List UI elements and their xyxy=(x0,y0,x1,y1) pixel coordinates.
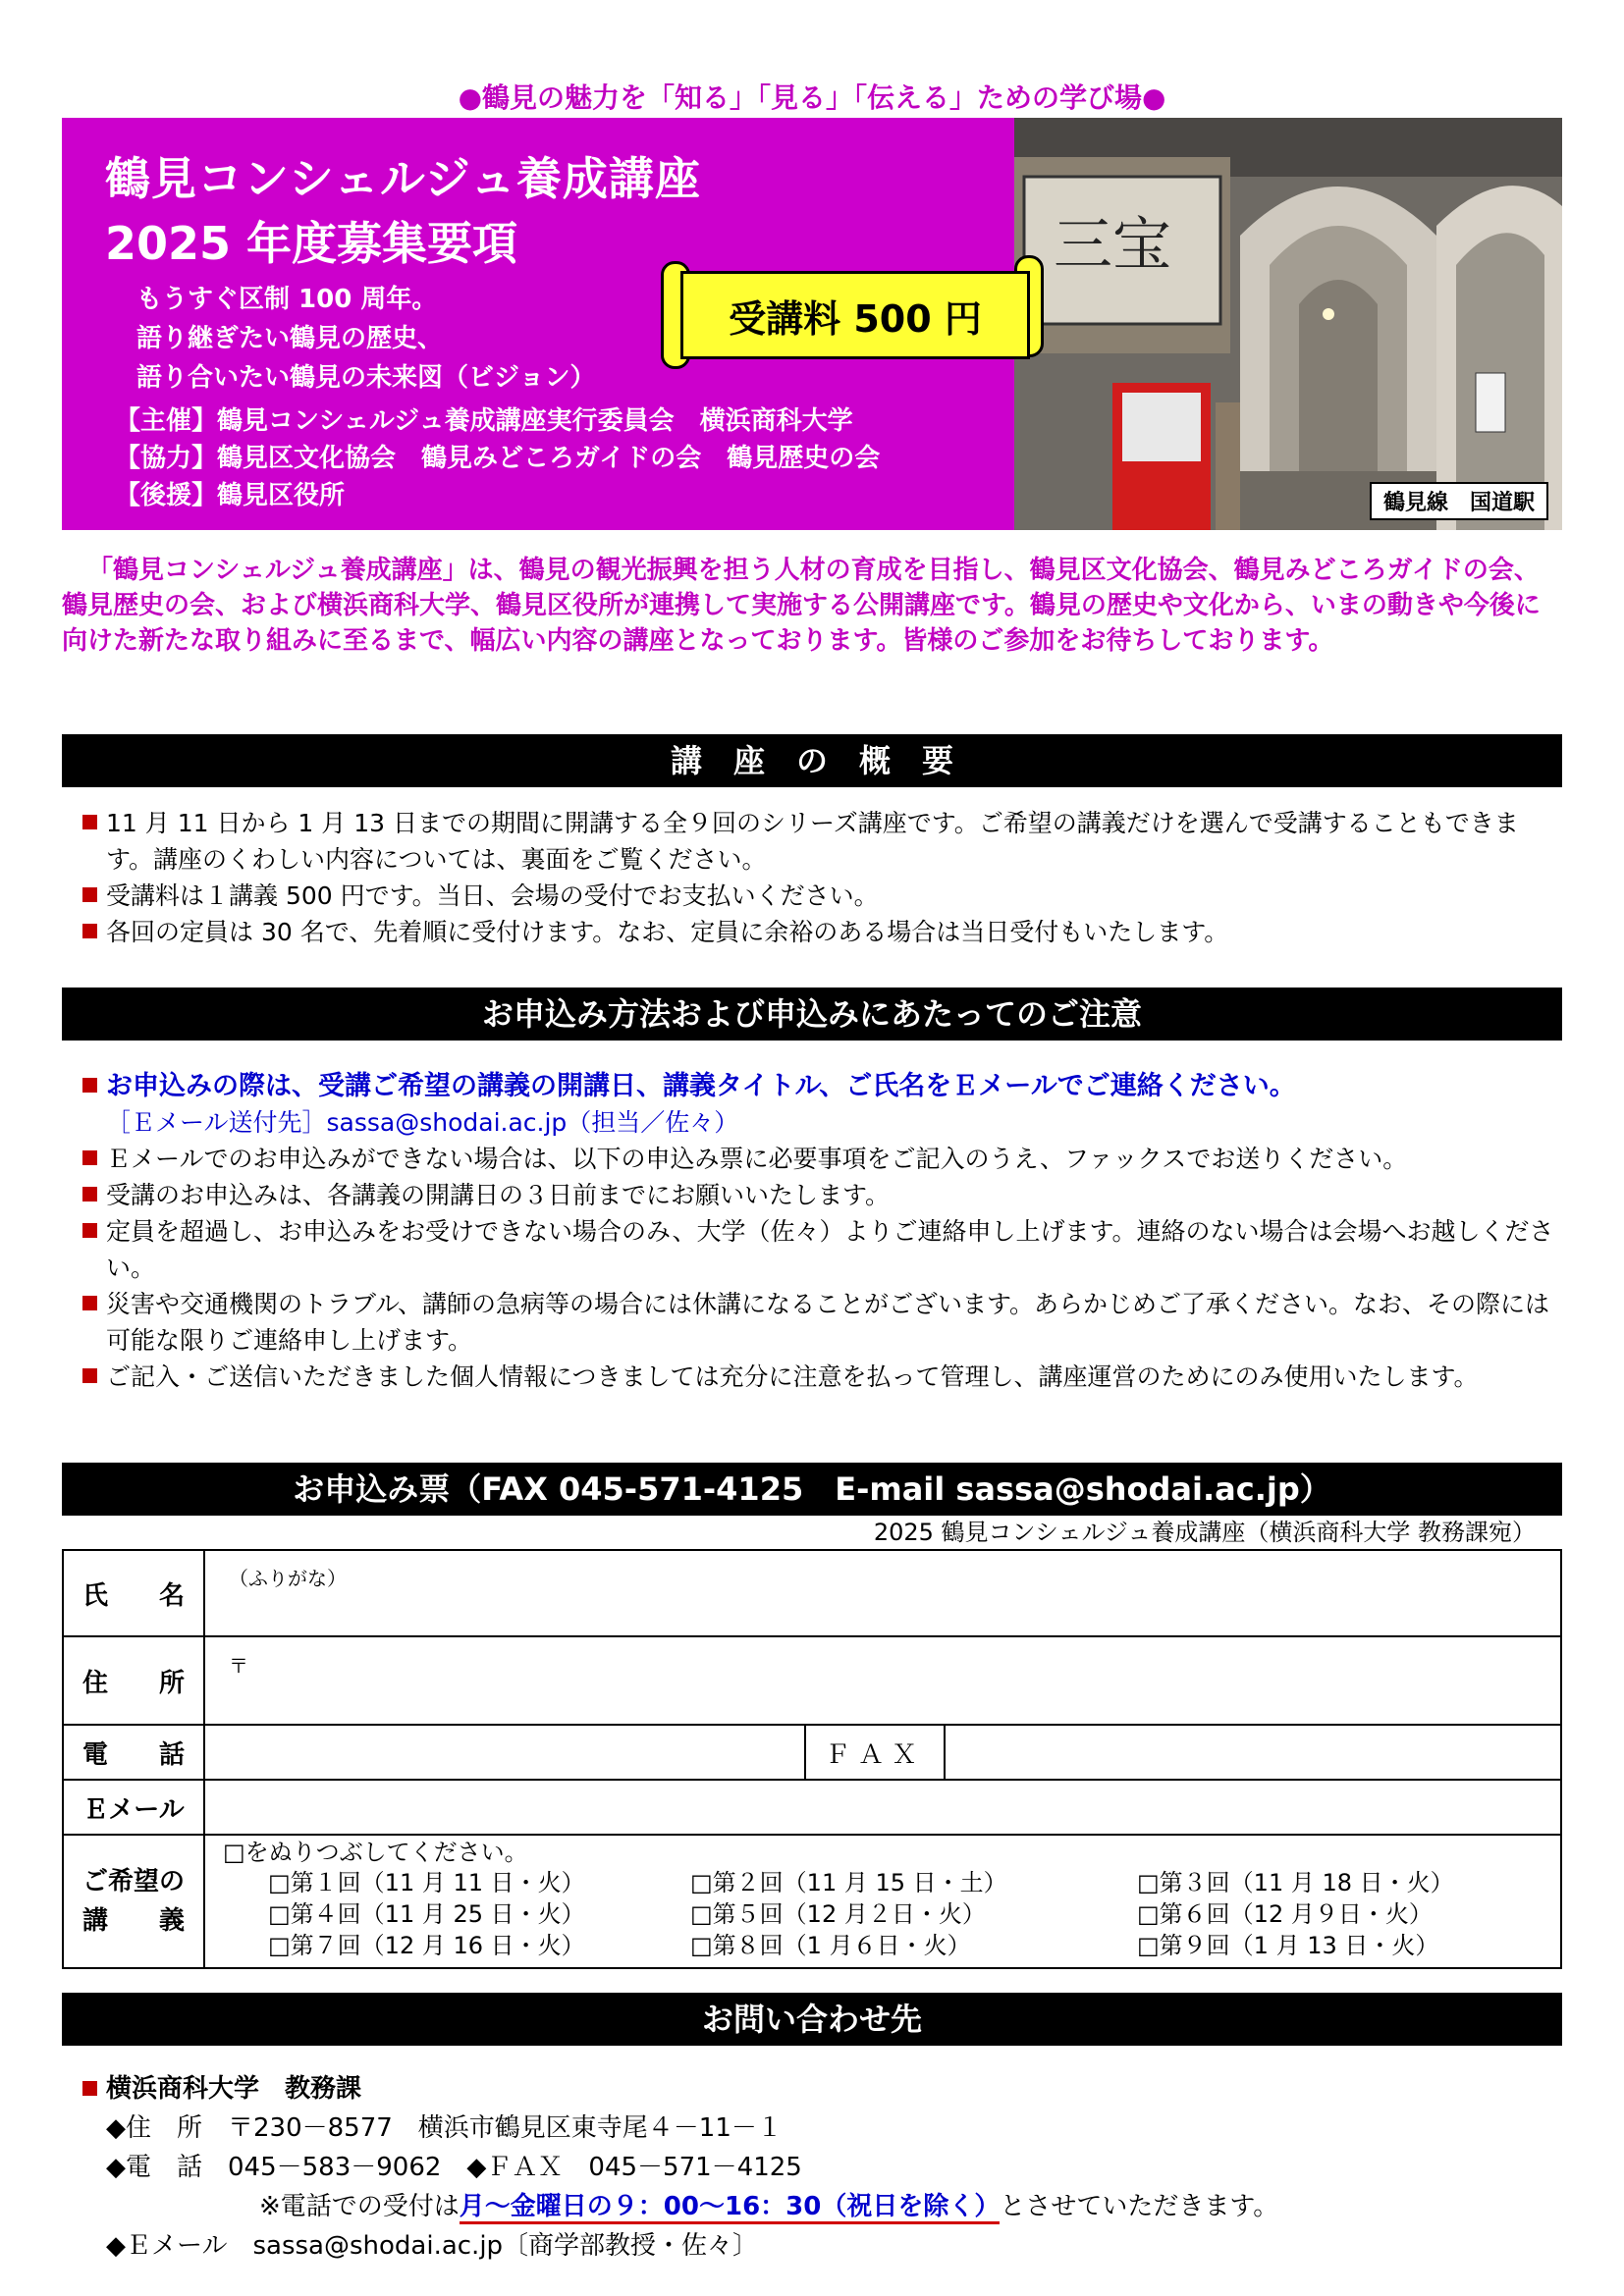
application-form xyxy=(62,1549,1562,1969)
contact-info xyxy=(82,2069,1555,2266)
form-note: 2025 鶴見コンシェルジュ養成講座（横浜商科大学 教務課宛） xyxy=(873,1519,1536,1546)
course-checkbox-6[interactable]: □第６回（12 月９日・火） xyxy=(1137,1900,1433,1928)
section-header-contact: お問い合わせ先 xyxy=(62,1993,1562,2046)
section-header-overview: 講 座 の 概 要 xyxy=(62,734,1562,787)
course-checkbox-5[interactable]: □第５回（12 月２日・火） xyxy=(690,1900,986,1928)
list-item-lead: お申込みの際は、受講ご希望の講義の開講日、講義タイトル、ご氏名をＥメールでご連絡ください。 xyxy=(82,1068,1555,1104)
hours-prefix: ※電話での受付は xyxy=(259,2192,460,2221)
contact-address: ◆住 所 〒230－8577 横浜市鶴見区東寺尾４－11－１ xyxy=(106,2113,783,2143)
furigana-label: （ふりがな） xyxy=(229,1567,347,1590)
list-item: 定員を超過し、お申込みをお受けできない場合のみ、大学（佐々）よりご連絡申し上げます。連絡のない場合は会場へお越しください。 xyxy=(82,1213,1555,1286)
hero-catchcopy xyxy=(136,280,595,398)
contact-hours xyxy=(82,2187,1555,2226)
organizer-support: 【後援】鶴見区役所 xyxy=(115,481,346,510)
svg-text:三宝: 三宝 xyxy=(1054,211,1171,280)
list-item: 受講料は１講義 500 円です。当日、会場の受付でお支払いください。 xyxy=(82,878,1555,914)
email-field[interactable] xyxy=(204,1780,1561,1835)
tagline: ●鶴見の魅力を「知る」「見る」「伝える」ための学び場● xyxy=(458,81,1166,114)
section-header-form: お申込み票（FAX 045-571-4125 E-mail sassa@shodai.ac.jp） xyxy=(62,1463,1562,1516)
list-item: 災害や交通機関のトラブル、講師の急病等の場合には休講になることがございます。あらかじめご了承ください。なお、その際には可能な限りご連絡申し上げます。 xyxy=(82,1286,1555,1359)
list-item: 受講のお申込みは、各講義の開講日の３日前までにお願いいたします。 xyxy=(82,1177,1555,1213)
section-header-application: お申込み方法および申込みにあたってのご注意 xyxy=(62,988,1562,1041)
list-item: 各回の定員は 30 名で、先着順に受付けます。なお、定員に余裕のある場合は当日受付もいたします。 xyxy=(82,914,1555,950)
fee-scroll-banner xyxy=(661,255,1044,375)
course-checkbox-3[interactable]: □第３回（11 月 18 日・火） xyxy=(1137,1869,1454,1896)
page-subtitle-year: 2025 年度募集要項 xyxy=(105,217,518,270)
catchcopy-line: もうすぐ区制 100 周年。 xyxy=(136,285,438,314)
course-selection xyxy=(204,1835,1561,1968)
station-photo xyxy=(1014,118,1562,530)
course-checkbox-8[interactable]: □第８回（1 月６日・火） xyxy=(690,1932,971,1959)
organizer-cooperation: 【協力】鶴見区文化協会 鶴見みどころガイドの会 鶴見歴史の会 xyxy=(115,444,881,473)
name-label: 氏 名 xyxy=(63,1550,204,1636)
postal-mark: 〒 xyxy=(229,1654,248,1678)
hours-highlight: 月～金曜日の９：00～16：30（祝日を除く） xyxy=(460,2192,1001,2224)
course-checkbox-9[interactable]: □第９回（1 月 13 日・火） xyxy=(1137,1932,1439,1959)
course-checkbox-1[interactable]: □第１回（11 月 11 日・火） xyxy=(268,1869,585,1896)
list-item: ご記入・ご送信いただきました個人情報につきましては充分に注意を払って管理し、講座運営のためにのみ使用いたします。 xyxy=(82,1359,1555,1395)
catchcopy-line: 語り継ぎたい鶴見の歴史、 xyxy=(136,324,444,353)
list-item: 11 月 11 日から 1 月 13 日までの期間に開講する全９回のシリーズ講座です。ご希望の講義だけを選んで受講することもできます。講座のくわしい内容については、裏面をご覧ください。 xyxy=(82,805,1555,878)
fax-field[interactable] xyxy=(945,1725,1561,1780)
course-label-line1: ご希望の xyxy=(81,1867,185,1896)
address-label: 住 所 xyxy=(63,1636,204,1725)
course-checkbox-2[interactable]: □第２回（11 月 15 日・土） xyxy=(690,1869,1007,1896)
email-destination[interactable]: ［Ｅメール送付先］sassa@shodai.ac.jp（担当／佐々） xyxy=(106,1108,739,1137)
contact-email[interactable]: ◆Ｅメール sassa@shodai.ac.jp〔商学部教授・佐々〕 xyxy=(106,2231,759,2261)
organizers xyxy=(115,402,880,514)
name-field[interactable] xyxy=(204,1550,1561,1636)
email-label: Ｅメール xyxy=(63,1780,204,1835)
course-options xyxy=(205,1867,1560,1961)
fee-label: 受講料 500 円 xyxy=(680,271,1030,359)
photo-caption: 鶴見線 国道駅 xyxy=(1370,482,1548,520)
fax-label: ＦＡＸ xyxy=(805,1725,945,1780)
intro-paragraph: 「鶴見コンシェルジュ養成講座」は、鶴見の観光振興を担う人材の育成を目指し、鶴見区文化協会、鶴見みどころガイドの会、鶴見歴史の会、および横浜商科大学、鶴見区役所が連携して実施する公開講座です。鶴見の歴史や文化から、いまの動きや今後に向けた新たな取り組みに至るまで、幅広い内容の講座となっております。皆様のご参加をお待ちしております。 xyxy=(62,556,1541,656)
contact-organization: 横浜商科大学 教務課 xyxy=(82,2069,1555,2109)
page-title: 鶴見コンシェルジュ養成講座 xyxy=(105,152,701,205)
organizer-host: 【主催】鶴見コンシェルジュ養成講座実行委員会 横浜商科大学 xyxy=(115,406,853,436)
catchcopy-line: 語り合いたい鶴見の未来図（ビジョン） xyxy=(136,363,596,393)
course-label-line2: 講 義 xyxy=(81,1906,185,1936)
overview-list xyxy=(82,805,1555,950)
contact-phone-fax: ◆電 話 045－583－9062 ◆ＦＡＸ 045－571－4125 xyxy=(106,2153,802,2182)
list-item: Ｅメールでのお申込みができない場合は、以下の申込み票に必要事項をご記入のうえ、ファックスでお送りください。 xyxy=(82,1141,1555,1177)
hours-suffix: とさせていただきます。 xyxy=(1000,2192,1279,2221)
course-checkbox-7[interactable]: □第７回（12 月 16 日・火） xyxy=(268,1932,585,1959)
application-list xyxy=(82,1068,1555,1395)
course-instruction: □をぬりつぶしてください。 xyxy=(223,1839,528,1866)
phone-label: 電 話 xyxy=(63,1725,204,1780)
station-arches-image xyxy=(1014,118,1562,530)
course-label xyxy=(63,1835,204,1968)
address-field[interactable] xyxy=(204,1636,1561,1725)
phone-field[interactable] xyxy=(204,1725,805,1780)
hero-banner xyxy=(62,118,1562,530)
course-checkbox-4[interactable]: □第４回（11 月 25 日・火） xyxy=(268,1900,585,1928)
